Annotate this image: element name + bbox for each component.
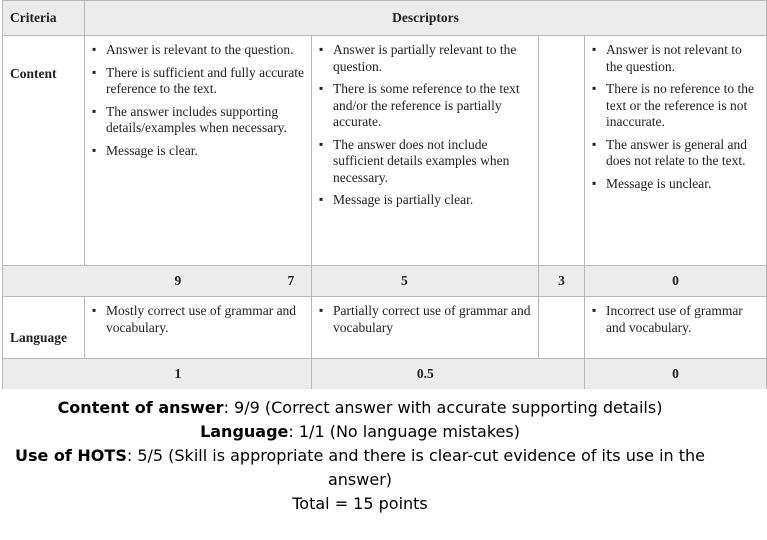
scoring-summary xyxy=(10,396,710,516)
descriptors-header: Descriptors xyxy=(85,1,767,36)
language-score-row xyxy=(3,359,767,390)
score-3: 3 xyxy=(539,266,585,297)
language-score-line: Language: 1/1 (No language mistakes) xyxy=(200,422,520,441)
content-label: Content xyxy=(3,36,85,266)
content-row xyxy=(3,36,767,266)
list-item: ▪ Message is unclear. xyxy=(591,176,760,193)
list-item: ▪ Answer is partially relevant to the question. xyxy=(318,42,532,75)
language-high-descriptors xyxy=(85,297,312,359)
language-gap-cell xyxy=(539,297,585,359)
list-item: ▪ Message is partially clear. xyxy=(318,192,532,209)
score-1: 1 xyxy=(174,366,182,381)
hots-score-line: Use of HOTS: 5/5 (Skill is appropriate and there is clear-cut evidence of its use in the answer) xyxy=(14,446,706,489)
list-item: ▪ Answer is relevant to the question. xyxy=(91,42,305,59)
list-item: ▪ There is sufficient and fully accurate reference to the text. xyxy=(91,65,305,98)
content-gap-cell xyxy=(539,36,585,266)
score-7: 7 xyxy=(287,273,295,288)
content-mid-descriptors xyxy=(312,36,539,266)
score-5: 5 xyxy=(401,273,408,288)
total-line: Total = 15 points xyxy=(292,494,428,513)
language-row xyxy=(3,297,767,359)
list-item: ▪ Answer is not relevant to the question. xyxy=(591,42,760,75)
list-item: ▪ The answer includes supporting details/examples when necessary. xyxy=(91,104,305,137)
rubric-table xyxy=(2,0,767,389)
content-score-row xyxy=(3,266,767,297)
criteria-header: Criteria xyxy=(3,1,85,36)
header-row xyxy=(3,1,767,36)
list-item: ▪ The answer is general and does not relate to the text. xyxy=(591,137,760,170)
list-item: ▪ Mostly correct use of grammar and vocabulary. xyxy=(91,303,305,336)
content-low-descriptors xyxy=(585,36,767,266)
list-item: ▪ Partially correct use of grammar and vocabulary xyxy=(318,303,532,336)
language-low-descriptors xyxy=(585,297,767,359)
score-0: 0 xyxy=(585,266,767,297)
content-score-line: Content of answer: 9/9 (Correct answer with accurate supporting details) xyxy=(57,398,663,417)
score-half: 0.5 xyxy=(312,359,539,390)
language-mid-descriptors xyxy=(312,297,539,359)
list-item: ▪ Incorrect use of grammar and vocabulary. xyxy=(591,303,760,336)
score-zero: 0 xyxy=(585,359,767,390)
list-item: ▪ The answer does not include sufficient details examples when necessary. xyxy=(318,137,532,187)
score-9: 9 xyxy=(174,273,182,288)
list-item: ▪ There is some reference to the text and/or the reference is partially accurate. xyxy=(318,81,532,131)
list-item: ▪ Message is clear. xyxy=(91,143,305,160)
language-label: Language xyxy=(3,297,85,359)
list-item: ▪ There is no reference to the text or the reference is not inaccurate. xyxy=(591,81,760,131)
content-high-descriptors xyxy=(85,36,312,266)
